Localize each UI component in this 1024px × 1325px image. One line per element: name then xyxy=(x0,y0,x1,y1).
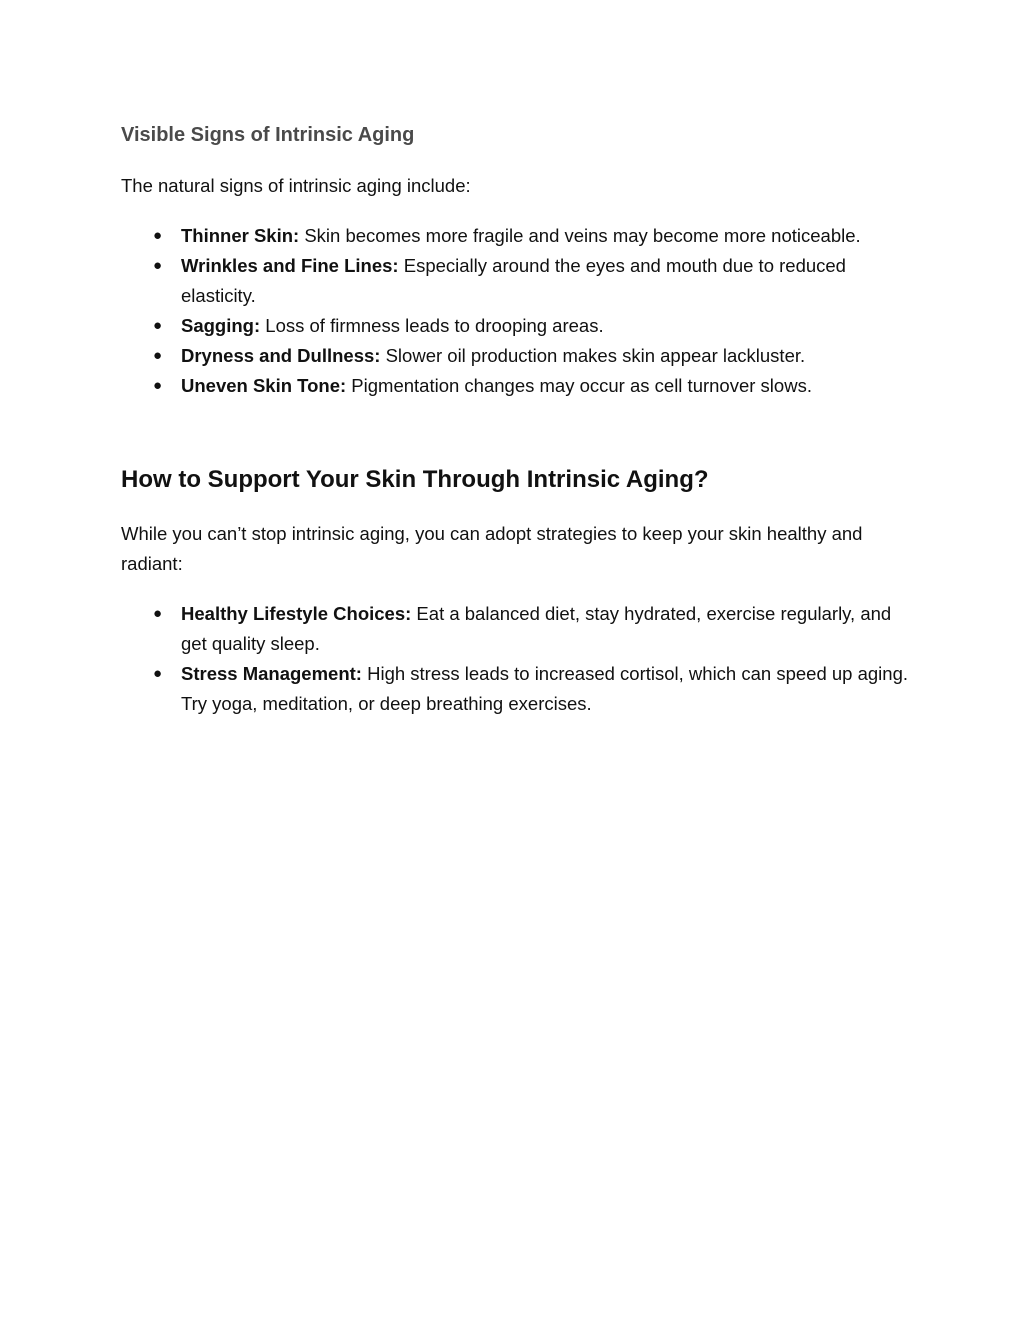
list-item-text: High stress leads to increased cortisol, which can speed up aging. Try yoga, meditation, or deep breathing exercises. xyxy=(181,663,909,714)
bullet-icon: ● xyxy=(153,227,163,244)
list-item-term: Sagging: xyxy=(181,315,261,336)
list-item-text: Loss of firmness leads to drooping areas. xyxy=(260,315,604,336)
list-item xyxy=(121,599,911,659)
list-item-term: Dryness and Dullness: xyxy=(181,345,381,366)
section-intro-paragraph: While you can’t stop intrinsic aging, you can adopt strategies to keep your skin healthy and radiant: xyxy=(121,523,863,574)
list-item-term: Healthy Lifestyle Choices: xyxy=(181,603,412,624)
strategies-bullet-list xyxy=(121,599,911,719)
list-item-text: Especially around the eyes and mouth due to reduced elasticity. xyxy=(181,255,846,306)
list-item-term: Uneven Skin Tone: xyxy=(181,375,347,396)
list-item-text: Eat a balanced diet, stay hydrated, exercise regularly, and get quality sleep. xyxy=(181,603,892,654)
list-item xyxy=(121,659,911,719)
list-item xyxy=(121,221,911,251)
bullet-icon: ● xyxy=(153,377,163,394)
section-heading-visible-signs: Visible Signs of Intrinsic Aging xyxy=(121,124,415,146)
list-item-term: Stress Management: xyxy=(181,663,362,684)
section-intro-paragraph: The natural signs of intrinsic aging include: xyxy=(121,175,471,196)
list-item-term: Wrinkles and Fine Lines: xyxy=(181,255,399,276)
bullet-icon: ● xyxy=(153,257,163,274)
signs-bullet-list xyxy=(121,221,911,401)
list-item-text: Skin becomes more fragile and veins may become more noticeable. xyxy=(299,225,861,246)
list-item xyxy=(121,341,911,371)
bullet-icon: ● xyxy=(153,317,163,334)
list-item xyxy=(121,251,911,311)
list-item xyxy=(121,371,911,401)
list-item-text: Slower oil production makes skin appear lackluster. xyxy=(380,345,806,366)
list-item-text: Pigmentation changes may occur as cell turnover slows. xyxy=(346,375,812,396)
list-item xyxy=(121,311,911,341)
bullet-icon: ● xyxy=(153,665,163,682)
bullet-icon: ● xyxy=(153,347,163,364)
section-heading-support-skin: How to Support Your Skin Through Intrinsic Aging? xyxy=(121,466,709,493)
bullet-icon: ● xyxy=(153,605,163,622)
list-item-term: Thinner Skin: xyxy=(181,225,300,246)
